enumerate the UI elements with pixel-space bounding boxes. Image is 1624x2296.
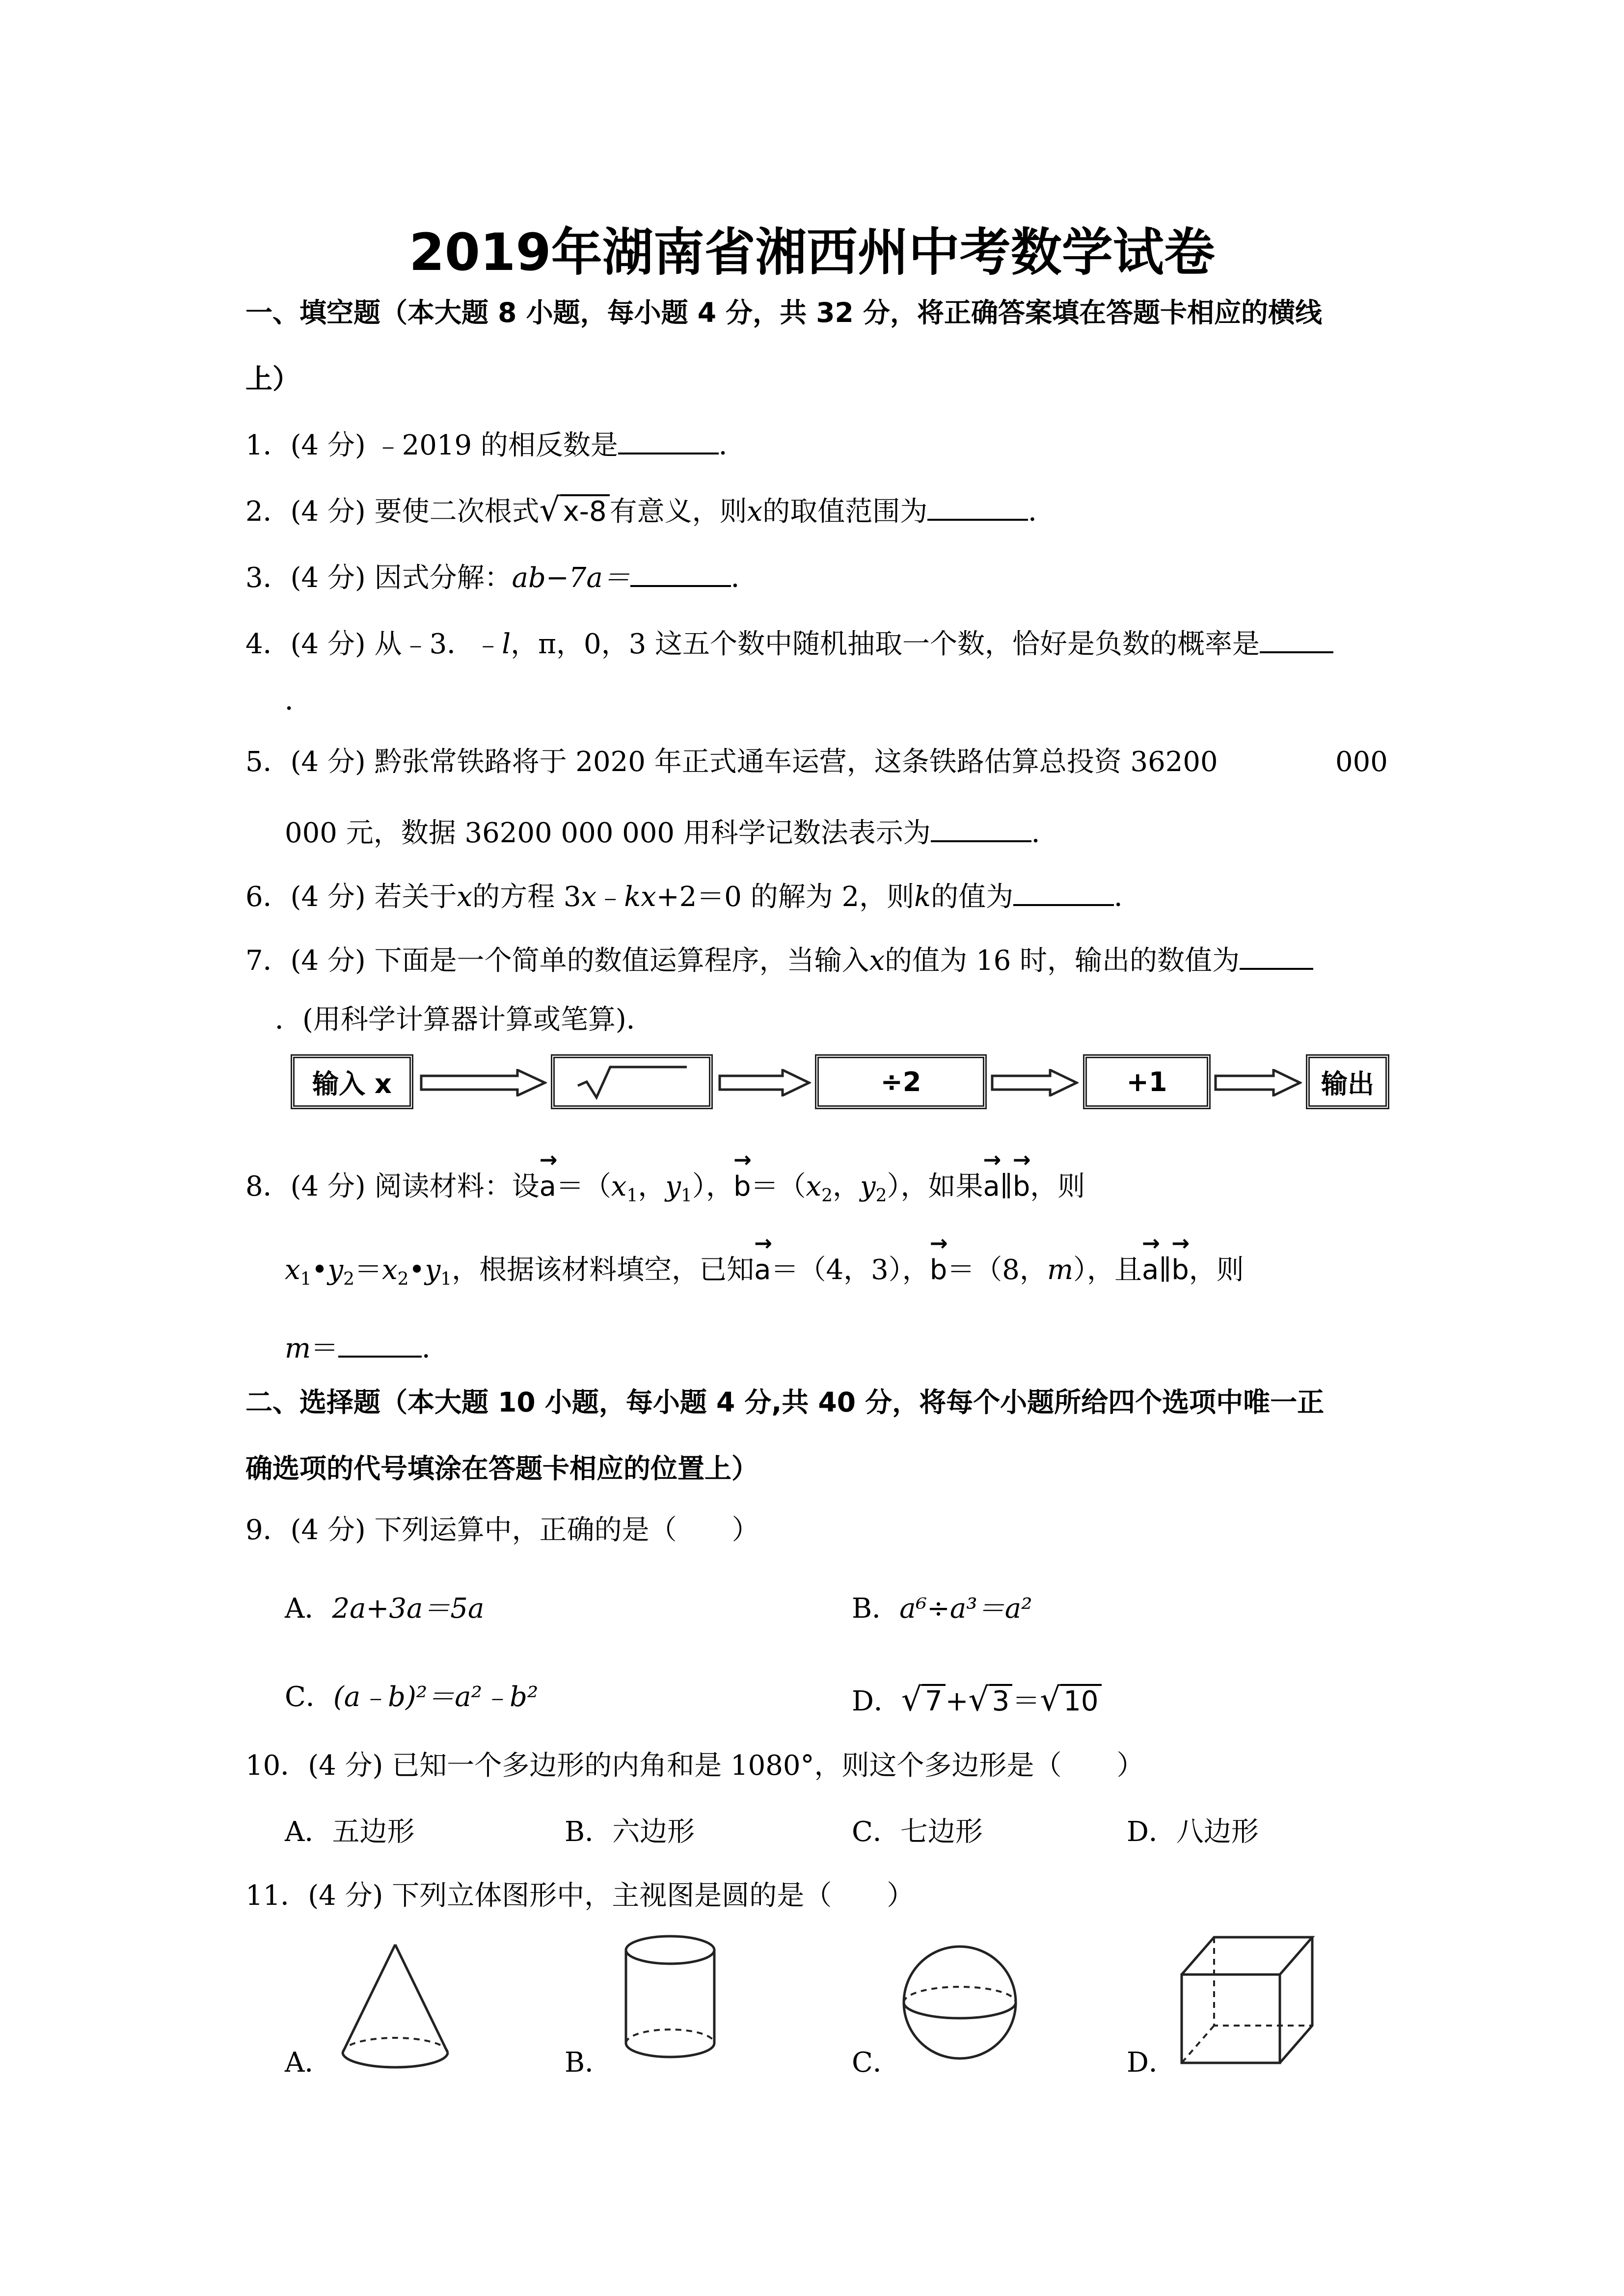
q6-end: ． xyxy=(1114,881,1142,913)
q8-x: x xyxy=(285,1254,300,1286)
vector-a: → a xyxy=(540,1173,556,1201)
q2-text-c: 的取值范围为 xyxy=(762,496,928,528)
vector-b: → b xyxy=(1013,1173,1030,1201)
q9-text: 下列运算中，正确的是（ ） xyxy=(374,1514,759,1546)
q4-text-b: ，π，0，3 这五个数中随机抽取一个数，恰好是负数的概率是 xyxy=(511,628,1260,660)
q5-line2-text: 000 元，数据 36200 000 000 用科学记数法表示为 xyxy=(285,817,931,849)
question-3 xyxy=(245,560,758,592)
q8-eq: ＝（ xyxy=(556,1171,611,1202)
q3-end: ． xyxy=(731,562,758,594)
q1-number: 1．(4 分) xyxy=(245,429,366,461)
q10-option-a[interactable]: A．五边形 xyxy=(285,1816,415,1848)
q10-number: 10．(4 分) xyxy=(245,1750,383,1782)
q11-number: 11．(4 分) xyxy=(245,1880,383,1912)
flow-arrow-4 xyxy=(1214,1069,1302,1096)
parallel-sign: ∥ xyxy=(1000,1171,1013,1202)
sub: 1 xyxy=(626,1186,638,1206)
q1-text: ﹣2019 的相反数是 xyxy=(374,429,618,461)
q8-y: y xyxy=(425,1254,441,1286)
q4-text-a: 从﹣3．﹣ xyxy=(374,628,502,660)
question-10 xyxy=(245,1752,1144,1780)
q10-text: 已知一个多边形的内角和是 1080°，则这个多边形是（ ） xyxy=(392,1750,1144,1782)
vector-b: → b xyxy=(733,1173,751,1201)
question-11 xyxy=(245,1882,914,1910)
q6-text-a: 若关于 xyxy=(374,881,457,913)
cube-figure xyxy=(1176,1931,1318,2069)
question-8 xyxy=(245,1171,1085,1206)
q2-number: 2．(4 分) xyxy=(245,496,366,528)
vector-a: → a xyxy=(983,1173,1000,1201)
q2-radical: √ x-8 xyxy=(540,494,610,526)
radical: √ 3 xyxy=(969,1683,1013,1716)
q4-number: 4．(4 分) xyxy=(245,628,366,660)
radicand: 3 xyxy=(989,1684,1013,1715)
q6-k: k xyxy=(914,881,931,913)
q5-line1: 黔张常铁路将于 2020 年正式通车运营，这条铁路估算总投资 36200 xyxy=(374,746,1218,778)
option-expr: 2a+3a＝5a xyxy=(332,1593,485,1625)
q10-option-b[interactable]: B．六边形 xyxy=(565,1816,695,1848)
q2-text-a: 要使二次根式 xyxy=(374,496,540,528)
option-label: D． xyxy=(852,1685,901,1717)
q8-line2-text: ，根据该材料填空，已知 xyxy=(452,1254,755,1286)
q8-eq: ＝ xyxy=(354,1254,382,1286)
q5-line2 xyxy=(285,815,1059,847)
q8-y: y xyxy=(327,1254,344,1286)
q8-x: x xyxy=(611,1171,627,1202)
radicand: 7 xyxy=(922,1684,946,1715)
q8-rparen: ）， xyxy=(692,1171,733,1202)
vector-a: → a xyxy=(1142,1256,1159,1284)
question-4 xyxy=(245,626,1333,658)
q8-then: ，则 xyxy=(1189,1254,1244,1286)
q8-x: x xyxy=(382,1254,398,1286)
q8-b-value: ＝（8， xyxy=(947,1254,1047,1286)
q8-rparen: ），如果 xyxy=(887,1171,983,1202)
q6-minus: ﹣ xyxy=(596,881,624,913)
q3-expression: ab−7a＝ xyxy=(512,562,630,594)
sphere-figure xyxy=(898,1941,1021,2064)
q8-dot: • xyxy=(311,1254,328,1286)
vector-b: → b xyxy=(1171,1256,1189,1284)
q8-b-end: ），且 xyxy=(1073,1254,1142,1286)
question-2 xyxy=(245,491,1056,529)
q2-end: ． xyxy=(1028,496,1056,528)
flow-arrow-2 xyxy=(718,1069,811,1096)
question-1 xyxy=(245,427,746,459)
q11-text: 下列立体图形中，主视图是圆的是（ ） xyxy=(392,1880,915,1912)
q8-line2 xyxy=(285,1254,1244,1290)
question-6 xyxy=(245,879,1141,911)
q1-answer-blank[interactable] xyxy=(618,427,719,454)
question-5 xyxy=(245,748,1218,776)
q11-option-d-label[interactable]: D． xyxy=(1127,2047,1176,2079)
section2-header-line2: 确选项的代号填涂在答题卡相应的位置上） xyxy=(245,1453,759,1484)
q2-radicand: x-8 xyxy=(560,494,610,526)
q8-m: m xyxy=(1047,1254,1074,1286)
option-expr: a⁶÷a³＝a² xyxy=(899,1593,1032,1625)
vector-a: → a xyxy=(754,1256,771,1284)
q9-option-c[interactable] xyxy=(285,1683,538,1711)
q7-flow-diagram xyxy=(291,1054,1390,1123)
plus: + xyxy=(945,1685,969,1717)
q8-then: ，则 xyxy=(1030,1171,1085,1202)
flow-divide-box: ÷2 xyxy=(815,1054,987,1109)
q6-x: x xyxy=(581,881,597,913)
section1-header-line2: 上） xyxy=(245,363,300,395)
vector-b: → b xyxy=(930,1256,947,1284)
q3-answer-blank[interactable] xyxy=(630,560,731,587)
radicand: 10 xyxy=(1060,1684,1101,1715)
q8-a-value: ＝（4，3）， xyxy=(771,1254,930,1286)
q5-answer-blank[interactable] xyxy=(931,815,1031,842)
q8-text-a: 阅读材料：设 xyxy=(374,1171,540,1202)
sub: 1 xyxy=(300,1269,312,1290)
q6-text-c: +2＝0 的解为 2，则 xyxy=(656,881,915,913)
q4-l: l xyxy=(502,628,511,660)
q6-number: 6．(4 分) xyxy=(245,881,366,913)
radical: √ 10 xyxy=(1040,1683,1101,1716)
q8-eq: ＝（ xyxy=(751,1171,806,1202)
q8-m: m xyxy=(285,1333,311,1364)
option-expr: (a﹣b)²＝a²﹣b² xyxy=(333,1681,539,1713)
q11-option-b-label[interactable]: B． xyxy=(565,2047,613,2079)
flow-input-box: 输入 x xyxy=(291,1054,413,1109)
q5-number: 5．(4 分) xyxy=(245,746,366,778)
sub: 1 xyxy=(681,1186,692,1206)
q8-eq: ＝ xyxy=(311,1333,339,1364)
section2-header-line1: 二、选择题（本大题 10 小题，每小题 4 分,共 40 分，将每个小题所给四个选项中唯一正 xyxy=(245,1387,1325,1418)
q8-number: 8．(4 分) xyxy=(245,1171,366,1202)
radical: √ 7 xyxy=(901,1683,946,1716)
q8-dot: • xyxy=(408,1254,425,1286)
q3-text: 因式分解： xyxy=(374,562,512,594)
section1-header-line1: 一、填空题（本大题 8 小题，每小题 4 分，共 32 分，将正确答案填在答题卡相应的横线 xyxy=(245,297,1322,328)
q9-number: 9．(4 分) xyxy=(245,1514,366,1546)
sub: 2 xyxy=(875,1186,887,1206)
option-label: B． xyxy=(852,1593,900,1625)
q4-end: ． xyxy=(285,685,312,717)
q2-answer-blank[interactable] xyxy=(927,493,1028,521)
q8-x: x xyxy=(806,1171,822,1202)
q8-end: ． xyxy=(422,1333,450,1364)
sub: 2 xyxy=(397,1269,409,1290)
q11-option-a-label[interactable]: A． xyxy=(285,2047,332,2079)
question-7 xyxy=(245,942,1313,975)
flow-add-box: +1 xyxy=(1083,1054,1211,1109)
parallel-sign: ∥ xyxy=(1159,1254,1172,1286)
q8-line3 xyxy=(285,1330,449,1362)
flow-arrow-3 xyxy=(990,1069,1079,1096)
q8-answer-blank[interactable] xyxy=(338,1330,422,1358)
sub: 1 xyxy=(440,1269,452,1290)
q6-kx: kx xyxy=(624,881,656,913)
option-label: C． xyxy=(285,1681,333,1713)
q5-end: ． xyxy=(1031,817,1059,849)
q7-line1a: 下面是一个简单的数值运算程序，当输入 xyxy=(374,945,869,977)
q7-answer-blank[interactable] xyxy=(1240,942,1313,970)
q3-number: 3．(4 分) xyxy=(245,562,366,594)
q1-end: ． xyxy=(718,429,746,461)
q6-var: x xyxy=(457,881,473,913)
q10-option-d[interactable]: D．八边形 xyxy=(1127,1816,1259,1848)
q9-option-a[interactable] xyxy=(285,1595,484,1623)
exam-title: 2019年湖南省湘西州中考数学试卷 xyxy=(409,222,1215,282)
q7-line1b: 的值为 16 时，输出的数值为 xyxy=(885,945,1240,977)
q7-line2: ．(用科学计算器计算或笔算)． xyxy=(275,1004,654,1036)
q6-text-b: 的方程 3 xyxy=(472,881,581,913)
q8-y: y xyxy=(665,1171,681,1202)
q8-comma: ， xyxy=(638,1171,666,1202)
question-9 xyxy=(245,1514,759,1546)
flow-output-box: 输出 xyxy=(1306,1054,1389,1109)
sub: 2 xyxy=(821,1186,833,1206)
cylinder-figure xyxy=(619,1931,722,2064)
flow-sqrt-box xyxy=(551,1054,713,1109)
q5-line1-tail: 000 xyxy=(1335,746,1388,778)
q8-comma: ， xyxy=(833,1171,860,1202)
equals: ＝ xyxy=(1012,1685,1040,1717)
flow-arrow-1 xyxy=(419,1069,547,1096)
q8-y: y xyxy=(860,1171,876,1202)
q7-number: 7．(4 分) xyxy=(245,945,366,977)
q4-answer-blank[interactable] xyxy=(1260,626,1333,653)
sub: 2 xyxy=(343,1269,355,1290)
q2-text-b: 有意义，则 xyxy=(609,496,747,528)
q6-text-d: 的值为 xyxy=(931,881,1014,913)
q6-answer-blank[interactable] xyxy=(1013,879,1114,906)
q10-option-c[interactable]: C．七边形 xyxy=(852,1816,983,1848)
q7-var: x xyxy=(869,945,885,977)
q11-option-c-label[interactable]: C． xyxy=(852,2047,900,2079)
q9-option-d[interactable] xyxy=(852,1683,1102,1716)
q2-var: x xyxy=(747,496,763,528)
q9-option-b[interactable] xyxy=(852,1595,1032,1623)
sqrt-icon xyxy=(573,1062,691,1101)
option-label: A． xyxy=(285,1593,332,1625)
cone-figure xyxy=(334,1939,457,2076)
